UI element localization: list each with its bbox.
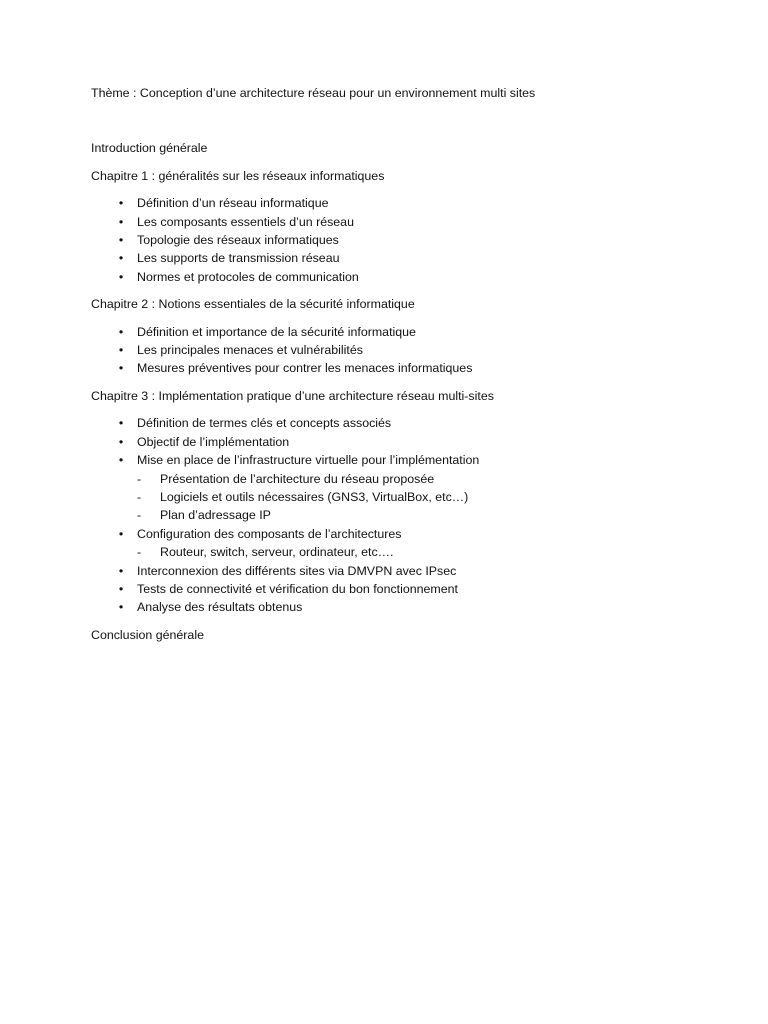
chapter-title: Chapitre 2 : Notions essentiales de la sécurité informatique — [91, 297, 415, 312]
dash-icon: - — [137, 545, 142, 560]
dash-icon: - — [137, 508, 142, 523]
chapter-title: Chapitre 3 : Implémentation pratique d’une architecture réseau multi-sites — [91, 388, 494, 403]
list-item-text: Normes et protocoles de communication — [137, 269, 359, 284]
list-item-text: Définition de termes clés et concepts associés — [137, 416, 392, 431]
list-item-text: Les composants essentiels d’un réseau — [137, 214, 354, 229]
list-item — [91, 268, 691, 286]
list-item — [91, 562, 691, 580]
sub-list-item — [137, 488, 691, 506]
document-theme: Thème : Conception d’une architecture réseau pour un environnement multi sites — [91, 86, 536, 100]
list-item — [91, 341, 691, 359]
list-item — [91, 359, 691, 377]
list-item-text: Interconnexion des différents sites via DMVPN avec IPsec — [137, 563, 457, 578]
bullet-icon: • — [118, 563, 124, 578]
sub-list-item-text: Routeur, switch, serveur, ordinateur, etc…. — [160, 545, 394, 560]
sub-list — [137, 543, 691, 561]
dash-icon: - — [137, 471, 142, 486]
list-item — [91, 433, 691, 451]
bullet-icon: • — [118, 269, 124, 284]
list-item-text: Objectif de l’implémentation — [137, 434, 290, 449]
list-item-text: Définition d’un réseau informatique — [137, 196, 329, 211]
sub-list-item-text: Plan d’adressage IP — [160, 508, 271, 523]
list-item-text: Configuration des composants de l’architectures — [137, 526, 402, 541]
list-item-text: Mise en place de l’infrastructure virtuelle pour l’implémentation — [137, 453, 480, 468]
list-item — [91, 451, 691, 525]
list-item — [91, 249, 691, 267]
list-item — [91, 213, 691, 231]
bullet-icon: • — [118, 526, 124, 541]
sub-list-item — [137, 543, 691, 561]
bullet-icon: • — [118, 361, 124, 376]
list-item-text: Les principales menaces et vulnérabilités — [137, 343, 363, 358]
sub-list-item — [137, 470, 691, 488]
list-item — [91, 231, 691, 249]
sub-list-item — [137, 506, 691, 524]
chapter-3-list — [91, 414, 691, 616]
sub-list — [137, 470, 691, 525]
introduction-heading: Introduction générale — [91, 141, 208, 156]
bullet-icon: • — [118, 416, 124, 431]
sub-list-item-text: Présentation de l’architecture du réseau proposée — [160, 471, 435, 486]
document-body — [91, 84, 691, 653]
list-item-text: Les supports de transmission réseau — [137, 251, 340, 266]
list-item-text: Définition et importance de la sécurité informatique — [137, 324, 416, 339]
list-item-text: Topologie des réseaux informatiques — [137, 233, 339, 248]
dash-icon: - — [137, 489, 142, 504]
sub-list-item-text: Logiciels et outils nécessaires (GNS3, VirtualBox, etc…) — [160, 489, 469, 504]
chapters-container — [91, 167, 691, 617]
chapter-title: Chapitre 1 : généralités sur les réseaux informatiques — [91, 168, 385, 183]
list-item — [91, 194, 691, 212]
list-item-text: Mesures préventives pour contrer les menaces informatiques — [137, 361, 473, 376]
bullet-icon: • — [118, 251, 124, 266]
bullet-icon: • — [118, 581, 124, 596]
list-item — [91, 414, 691, 432]
list-item-text: Tests de connectivité et vérification du bon fonctionnement — [137, 581, 458, 596]
list-item — [91, 580, 691, 598]
bullet-icon: • — [118, 343, 124, 358]
list-item-text: Analyse des résultats obtenus — [137, 600, 303, 615]
bullet-icon: • — [118, 453, 124, 468]
bullet-icon: • — [118, 196, 124, 211]
conclusion-heading: Conclusion générale — [91, 627, 204, 642]
bullet-icon: • — [118, 434, 124, 449]
chapter-1-list — [91, 194, 691, 286]
bullet-icon: • — [118, 214, 124, 229]
bullet-icon: • — [118, 324, 124, 339]
bullet-icon: • — [118, 233, 124, 248]
list-item — [91, 598, 691, 616]
list-item — [91, 323, 691, 341]
list-item — [91, 525, 691, 562]
bullet-icon: • — [118, 600, 124, 615]
chapter-2-list — [91, 323, 691, 378]
